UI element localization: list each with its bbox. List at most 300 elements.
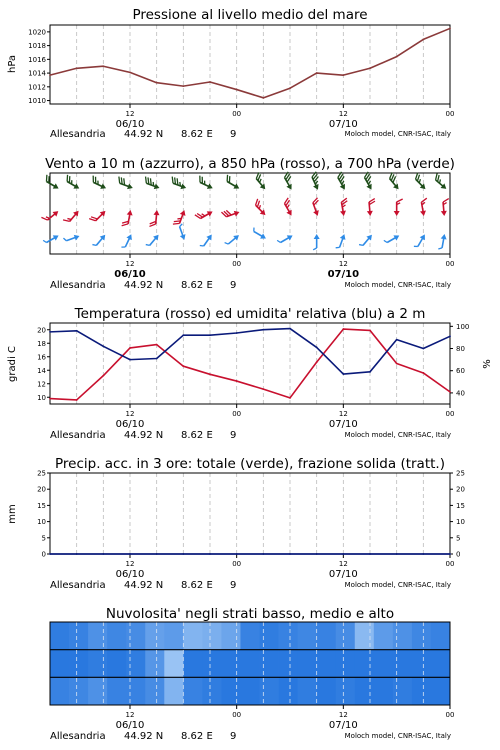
temperature-line-point — [289, 397, 291, 399]
x-date-label: 07/10 — [328, 569, 358, 580]
barb-half-feather — [43, 239, 46, 243]
wind-barb-850-hPa — [41, 206, 60, 224]
barb-head — [393, 233, 400, 241]
humidity-line-point — [102, 345, 104, 347]
location-name: Allesandria — [50, 129, 106, 140]
precip-line-point — [156, 553, 158, 555]
cloud-cell — [221, 677, 240, 705]
barb-half-feather — [359, 243, 363, 247]
pressure-line-point — [396, 56, 398, 58]
cloud-cell — [145, 622, 164, 650]
x-tick-label: 12 — [125, 410, 135, 418]
barb-head — [74, 233, 81, 240]
barb-half-feather — [200, 244, 204, 247]
cloud-cell — [221, 622, 240, 650]
location-lat: 44.92 N — [124, 580, 164, 591]
cloud-cell — [393, 622, 412, 650]
location-name: Allesandria — [50, 280, 106, 291]
y2-tick-label: 40 — [456, 389, 465, 398]
location-line-1 — [50, 129, 451, 140]
y-tick-label: 16 — [37, 353, 46, 362]
cloud-cell — [126, 677, 145, 705]
wind-barb-10-m — [384, 232, 401, 246]
barb-head — [207, 209, 214, 217]
x-tick-label: 00 — [232, 410, 242, 418]
cloud-cell — [317, 622, 336, 650]
wind-barb-10-m — [414, 233, 428, 250]
y-tick-label: 20 — [37, 326, 46, 335]
x-tick-label: 00 — [232, 260, 242, 268]
location-level: 9 — [230, 129, 237, 140]
wind-barb-10-m — [121, 233, 134, 250]
precip-line-point — [316, 553, 318, 555]
pressure-line-point — [156, 82, 158, 84]
temp-rh-title: Temperatura (rosso) ed umidita' relativa (blu) a 2 m — [74, 306, 426, 322]
rh-ylabel: % — [482, 359, 493, 369]
barb-half-feather — [121, 245, 125, 248]
cloud-cell — [317, 677, 336, 705]
location-lon: 8.62 E — [181, 129, 213, 140]
wind-barb-700-hPa — [223, 175, 242, 191]
cloud-cell — [88, 677, 107, 705]
cloud-cell — [202, 650, 221, 678]
cloud-cell — [88, 650, 107, 678]
wind-barb-10-m — [63, 233, 80, 245]
temperature-line-point — [396, 363, 398, 365]
location-name: Allesandria — [50, 430, 106, 441]
y-tick-label: 1020 — [28, 28, 46, 37]
barb-head — [314, 234, 320, 239]
pressure-title: Pressione al livello medio del mare — [132, 7, 368, 23]
barb-half-feather — [63, 237, 66, 241]
barb-half-feather — [384, 239, 387, 243]
model-credit: Moloch model, CNR-ISAC, Italy — [344, 281, 451, 289]
pressure-line-point — [182, 85, 184, 87]
y2-tick-label: 10 — [456, 518, 465, 527]
humidity-line-point — [342, 373, 344, 375]
temperature-line-point — [422, 372, 424, 374]
plot-frame — [50, 323, 450, 404]
barb-head — [287, 233, 294, 241]
cloud-cell — [107, 677, 126, 705]
location-line-2 — [50, 280, 451, 291]
temperature-line-point — [262, 388, 264, 390]
wind-barb-10-m — [43, 232, 60, 246]
barb-head — [441, 211, 447, 217]
wind-barb-850-hPa — [173, 208, 187, 227]
y-tick-label: 25 — [37, 469, 46, 478]
cloud-cell — [240, 650, 259, 678]
barb-head — [53, 183, 60, 191]
wind-barb-700-hPa — [431, 173, 450, 191]
location-level: 9 — [230, 280, 237, 291]
location-lat: 44.92 N — [124, 731, 164, 742]
barb-head — [180, 183, 187, 190]
cloud-cell — [164, 650, 183, 678]
barb-head — [367, 211, 373, 217]
cloud-cell — [298, 650, 317, 678]
precip-line-point — [422, 553, 424, 555]
temperature-line-point — [369, 330, 371, 332]
wind-barb-10-m — [200, 233, 214, 250]
pressure-ylabel: hPa — [7, 54, 18, 74]
wind-barb-10-m — [176, 224, 188, 241]
location-name: Allesandria — [50, 731, 106, 742]
barb-half-feather — [336, 246, 340, 249]
wind-barb-850-hPa — [394, 199, 403, 216]
wind-title: Vento a 10 m (azzurro), a 850 hPa (rosso), a 700 hPa (verde) — [45, 156, 455, 172]
cloud-cell — [355, 650, 374, 678]
wind-barb-700-hPa — [280, 172, 296, 191]
precip-line-point — [129, 553, 131, 555]
x-date-label: 07/10 — [328, 720, 358, 731]
wind-barb-10-m — [359, 232, 374, 248]
precip-line-point — [102, 553, 104, 555]
x-tick-label: 00 — [232, 560, 242, 568]
temperature-line — [50, 329, 450, 400]
wind-barb-700-hPa — [63, 175, 82, 191]
humidity-line-point — [369, 371, 371, 373]
wind-barb-700-hPa — [385, 172, 403, 191]
x-tick-label: 12 — [338, 560, 348, 568]
cloud-cell — [431, 677, 450, 705]
wind-barb-850-hPa — [63, 207, 81, 226]
wind-barb-850-hPa — [418, 198, 430, 216]
location-lat: 44.92 N — [124, 430, 164, 441]
cloud-cell — [221, 650, 240, 678]
x-date-label: 06/10 — [115, 419, 145, 430]
cloud-cell — [355, 677, 374, 705]
humidity-line-point — [236, 332, 238, 334]
barb-head — [260, 233, 267, 241]
cloud-cell — [336, 650, 355, 678]
x-date-label: 06/10 — [115, 569, 145, 580]
wind-barb-850-hPa — [366, 199, 376, 217]
y-tick-label: 5 — [41, 534, 46, 543]
y-tick-label: 1014 — [28, 69, 46, 78]
humidity-line-point — [76, 330, 78, 332]
clouds-title: Nuvolosita' negli strati basso, medio e alto — [105, 606, 395, 622]
barb-head — [154, 183, 161, 190]
cloud-cell — [69, 677, 88, 705]
y-tick-label: 18 — [37, 339, 46, 348]
x-date-label: 07/10 — [328, 419, 358, 430]
cloud-cell — [279, 622, 298, 650]
barb-half-feather — [414, 245, 418, 248]
y2-tick-label: 5 — [456, 534, 461, 543]
wind-barb-700-hPa — [89, 176, 108, 191]
x-date-label: 06/10 — [115, 720, 145, 731]
precip-line-point — [449, 553, 451, 555]
cloud-cell — [164, 622, 183, 650]
cloud-cell — [412, 677, 431, 705]
precip-line-point — [262, 553, 264, 555]
precip-line-point — [369, 553, 371, 555]
wind-barb-10-m — [313, 234, 320, 250]
y-tick-label: 20 — [37, 485, 46, 494]
pressure-line-point — [236, 89, 238, 91]
x-tick-label: 00 — [445, 711, 455, 719]
cloud-cell — [298, 622, 317, 650]
wind-barb-700-hPa — [411, 173, 429, 191]
cloud-cell — [145, 677, 164, 705]
humidity-line-point — [449, 335, 451, 337]
cloud-cell — [336, 622, 355, 650]
y-tick-label: 12 — [37, 380, 46, 389]
model-credit: Moloch model, CNR-ISAC, Italy — [344, 431, 451, 439]
cloud-cell — [412, 650, 431, 678]
y-tick-label: 0 — [41, 550, 46, 559]
barb-feather — [41, 215, 47, 222]
x-date-label: 07/10 — [327, 269, 360, 280]
precip-line-point — [209, 553, 211, 555]
cloud-cell — [260, 622, 279, 650]
location-line-4 — [50, 580, 451, 591]
precip-line-point — [289, 553, 291, 555]
x-date-label: 06/10 — [114, 269, 146, 280]
humidity-line-point — [182, 334, 184, 336]
barb-head — [394, 211, 400, 216]
y-tick-label: 1012 — [28, 83, 46, 92]
cloud-cell — [374, 622, 393, 650]
cloud-cell — [279, 677, 298, 705]
y2-tick-label: 100 — [456, 322, 470, 331]
y2-tick-label: 0 — [456, 550, 461, 559]
cloud-cell — [202, 622, 221, 650]
wind-barb-850-hPa — [338, 198, 350, 216]
humidity-line-point — [156, 358, 158, 360]
cloud-cell — [126, 622, 145, 650]
wind-barb-700-hPa — [116, 177, 135, 191]
cloud-cell — [88, 622, 107, 650]
barb-half-feather — [225, 241, 229, 245]
wind-barb-700-hPa — [142, 177, 161, 191]
cloud-cell — [336, 677, 355, 705]
cloud-cell — [69, 622, 88, 650]
precip-line-point — [49, 553, 51, 555]
humidity-line-point — [422, 348, 424, 350]
pressure-line-point — [289, 87, 291, 89]
plot-frame — [50, 173, 450, 254]
pressure-line-point — [129, 72, 131, 74]
humidity-line-point — [289, 328, 291, 330]
wind-barb-10-m — [146, 232, 161, 248]
cloud-cell — [183, 677, 202, 705]
x-tick-label: 00 — [445, 410, 455, 418]
barb-head — [154, 210, 160, 216]
temperature-line-point — [342, 328, 344, 330]
wind-barb-850-hPa — [251, 199, 269, 217]
cloud-cell — [107, 622, 126, 650]
cloud-cell — [393, 650, 412, 678]
wind-barb-850-hPa — [440, 199, 450, 217]
pressure-line-point — [262, 97, 264, 99]
y-tick-label: 10 — [37, 518, 46, 527]
barb-head — [441, 234, 448, 240]
pressure-line-point — [209, 81, 211, 83]
barb-head — [127, 183, 134, 190]
precip-line-point — [342, 553, 344, 555]
y-tick-label: 15 — [37, 501, 46, 510]
wind-barb-850-hPa — [280, 198, 296, 217]
temp-ylabel: gradi C — [7, 346, 18, 382]
y-tick-label: 1016 — [28, 55, 46, 64]
cloud-cell — [69, 650, 88, 678]
y2-tick-label: 20 — [456, 485, 465, 494]
x-tick-label: 12 — [125, 260, 135, 268]
location-lat: 44.92 N — [124, 129, 164, 140]
cloud-cell — [260, 650, 279, 678]
precip-line-point — [76, 553, 78, 555]
wind-barb-10-m — [251, 228, 268, 242]
barb-half-feather — [179, 224, 183, 227]
pressure-line-point — [422, 39, 424, 41]
wind-barb-700-hPa — [252, 172, 270, 191]
pressure-line — [50, 28, 450, 97]
wind-barb-10-m — [277, 232, 294, 246]
barb-head — [234, 209, 241, 216]
x-tick-label: 12 — [338, 110, 348, 118]
location-lon: 8.62 E — [181, 731, 213, 742]
x-tick-label: 12 — [338, 260, 348, 268]
cloud-cell — [240, 622, 259, 650]
wind-barb-700-hPa — [196, 176, 215, 191]
barb-head — [126, 233, 134, 240]
cloud-cell — [374, 677, 393, 705]
wind-barb-700-hPa — [308, 172, 323, 191]
humidity-line-point — [262, 329, 264, 331]
model-credit: Moloch model, CNR-ISAC, Italy — [344, 130, 451, 138]
barb-feather — [397, 199, 403, 202]
x-tick-label: 00 — [445, 110, 455, 118]
temperature-line-point — [209, 373, 211, 375]
humidity-line-point — [316, 347, 318, 349]
temperature-line-point — [102, 375, 104, 377]
y2-tick-label: 80 — [456, 345, 465, 354]
wind-barb-700-hPa — [42, 175, 61, 191]
temperature-line-point — [449, 391, 451, 393]
wind-barb-850-hPa — [89, 207, 107, 225]
x-date-label: 06/10 — [115, 119, 145, 130]
cloud-cell — [50, 622, 69, 650]
temperature-line-point — [236, 380, 238, 382]
temperature-line-point — [49, 398, 51, 400]
barb-half-feather — [146, 243, 150, 247]
wind-barb-700-hPa — [334, 172, 350, 191]
barb-head — [207, 183, 214, 191]
x-tick-label: 12 — [338, 410, 348, 418]
y2-tick-label: 15 — [456, 501, 465, 510]
humidity-line-point — [209, 334, 211, 336]
barb-feather — [421, 198, 427, 202]
temperature-line-point — [156, 344, 158, 346]
x-date-label: 07/10 — [328, 119, 358, 130]
cloud-cell — [183, 650, 202, 678]
wind-barb-850-hPa — [309, 198, 323, 217]
x-tick-label: 00 — [445, 560, 455, 568]
barb-head — [53, 233, 60, 241]
location-level: 9 — [230, 731, 237, 742]
pressure-line-point — [49, 74, 51, 76]
wind-barb-10-m — [225, 232, 241, 247]
cloud-cell — [164, 677, 183, 705]
barb-half-feather — [277, 239, 280, 243]
temperature-line-point — [182, 365, 184, 367]
pressure-line-point — [102, 65, 104, 67]
x-tick-label: 12 — [125, 560, 135, 568]
plot-frame — [50, 25, 450, 104]
humidity-line-point — [49, 331, 51, 333]
precip-line-point — [396, 553, 398, 555]
location-line-5 — [50, 731, 451, 742]
location-lon: 8.62 E — [181, 430, 213, 441]
x-tick-label: 00 — [232, 711, 242, 719]
wind-barb-10-m — [438, 233, 447, 250]
pressure-line-point — [369, 67, 371, 69]
model-credit: Moloch model, CNR-ISAC, Italy — [344, 732, 451, 740]
cloud-cell — [126, 650, 145, 678]
cloud-cell — [279, 650, 298, 678]
cloud-cell — [50, 677, 69, 705]
barb-half-feather — [252, 228, 255, 232]
humidity-line — [50, 329, 450, 374]
pressure-line-point — [316, 72, 318, 74]
wind-barb-850-hPa — [195, 206, 214, 222]
cloud-cell — [431, 650, 450, 678]
location-lat: 44.92 N — [124, 280, 164, 291]
humidity-line-point — [396, 339, 398, 341]
model-credit: Moloch model, CNR-ISAC, Italy — [344, 581, 451, 589]
x-tick-label: 00 — [445, 260, 455, 268]
temperature-line-point — [76, 399, 78, 401]
x-tick-label: 12 — [125, 711, 135, 719]
x-tick-label: 12 — [125, 110, 135, 118]
barb-half-feather — [92, 243, 96, 247]
wind-barb-10-m — [336, 233, 348, 250]
precip-line-point — [236, 553, 238, 555]
plot-frame — [50, 473, 450, 554]
humidity-line-point — [129, 359, 131, 361]
temperature-line-point — [129, 347, 131, 349]
cloud-cell — [50, 650, 69, 678]
cloud-cell — [145, 650, 164, 678]
cloud-cell — [202, 677, 221, 705]
y-tick-label: 10 — [37, 393, 46, 402]
wind-barb-850-hPa — [122, 209, 134, 227]
y-tick-label: 1010 — [28, 97, 46, 106]
cloud-cell — [317, 650, 336, 678]
barb-head — [340, 233, 347, 240]
precip-line-point — [182, 553, 184, 555]
precip-title: Precip. acc. in 3 ore: totale (verde), frazione solida (tratt.) — [55, 456, 445, 472]
cloud-cell — [431, 622, 450, 650]
wind-barb-700-hPa — [169, 177, 188, 191]
y2-tick-label: 60 — [456, 367, 465, 376]
y2-tick-label: 25 — [456, 469, 465, 478]
barb-head — [73, 183, 80, 191]
pressure-line-point — [342, 74, 344, 76]
x-tick-label: 00 — [232, 110, 242, 118]
location-level: 9 — [230, 430, 237, 441]
barb-half-feather — [438, 247, 442, 249]
cloud-cell — [374, 650, 393, 678]
barb-head — [100, 183, 107, 191]
temperature-line-point — [316, 361, 318, 363]
location-lon: 8.62 E — [181, 580, 213, 591]
y-tick-label: 14 — [37, 366, 46, 375]
precip-ylabel: mm — [7, 504, 18, 524]
location-line-3 — [50, 430, 451, 441]
